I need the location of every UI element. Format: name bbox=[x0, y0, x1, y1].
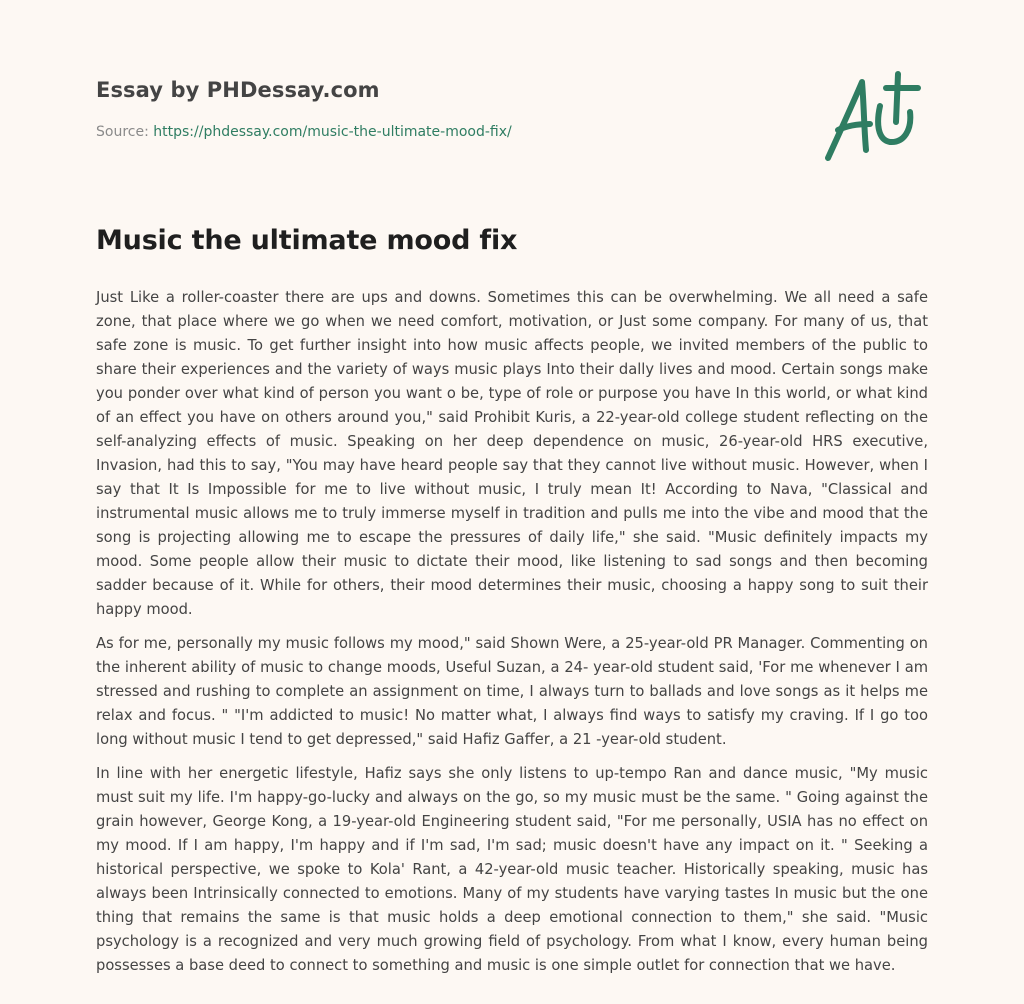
essay-title: Music the ultimate mood fix bbox=[96, 225, 518, 256]
source-line bbox=[96, 123, 796, 141]
essay-body bbox=[96, 286, 928, 988]
site-brand: Essay by PHDessay.com bbox=[96, 78, 380, 102]
a-plus-grade-icon bbox=[818, 66, 930, 166]
source-label: Source: bbox=[96, 124, 149, 140]
source-link[interactable]: https://phdessay.com/music-the-ultimate-mood-fix/ bbox=[153, 124, 512, 140]
essay-paragraph: As for me, personally my music follows my mood," said Shown Were, a 25-year-old PR Manager. Commenting on the inherent ability of music to change moods, Useful Suzan, a 24- year-old student said, 'For me whenever I am stressed and rushing to complete an assignment on time, I always turn to ballads and love songs as it helps me relax and focus. " "I'm addicted to music! No matter what, I always find ways to satisfy my craving. If I go too long without music I tend to get depressed," said Hafiz Gaffer, a 21 -year-old student. bbox=[96, 635, 928, 748]
essay-paragraph: In line with her energetic lifestyle, Hafiz says she only listens to up-tempo Ran and dance music, "My music must suit my life. I'm happy-go-lucky and always on the go, so my music must be the same. " Going against the grain however, George Kong, a 19-year-old Engineering student said, "For me personally, USIA has no effect on my mood. If I am happy, I'm happy and if I'm sad, I'm sad; music doesn't have any impact on it. " Seeking a historical perspective, we spoke to Kola' Rant, a 42-year-old music teacher. Historically speaking, music has always been Intrinsically connected to emotions. Many of my students have varying tastes In music but the one thing that remains the same is that music holds a deep emotional connection to them," she said. "Music psychology is a recognized and very much growing field of psychology. From what I know, every human being possesses a base deed to connect to something and music is one simple outlet for connection that we have. bbox=[96, 765, 928, 974]
page-header bbox=[96, 76, 796, 141]
essay-paragraph: Just Like a roller-coaster there are ups and downs. Sometimes this can be overwhelming. We all need a safe zone, that place where we go when we need comfort, motivation, or Just some company. For many of us, that safe zone is music. To get further insight into how music affects people, we invited members of the public to share their experiences and the variety of ways music plays Into their dally lives and mood. Certain songs make you ponder over what kind of person you want o be, type of role or purpose you have In this world, or what kind of an effect you have on others around you," said Prohibit Kuris, a 22-year-old college student reflecting on the self-analyzing effects of music. Speaking on her deep dependence on music, 26-year-old HRS executive, Invasion, had this to say, "You may have heard people say that they cannot live without music. However, when I say that It Is Impossible for me to live without music, I truly mean It! According to Nava, "Classical and instrumental music allows me to truly immerse myself in tradition and pulls me into the vibe and mood that the song is projecting allowing me to escape the pressures of daily life," she said. "Music definitely impacts my mood. Some people allow their music to dictate their mood, like listening to sad songs and then becoming sadder because of it. While for others, their mood determines their music, choosing a happy song to suit their happy mood. bbox=[96, 289, 928, 618]
